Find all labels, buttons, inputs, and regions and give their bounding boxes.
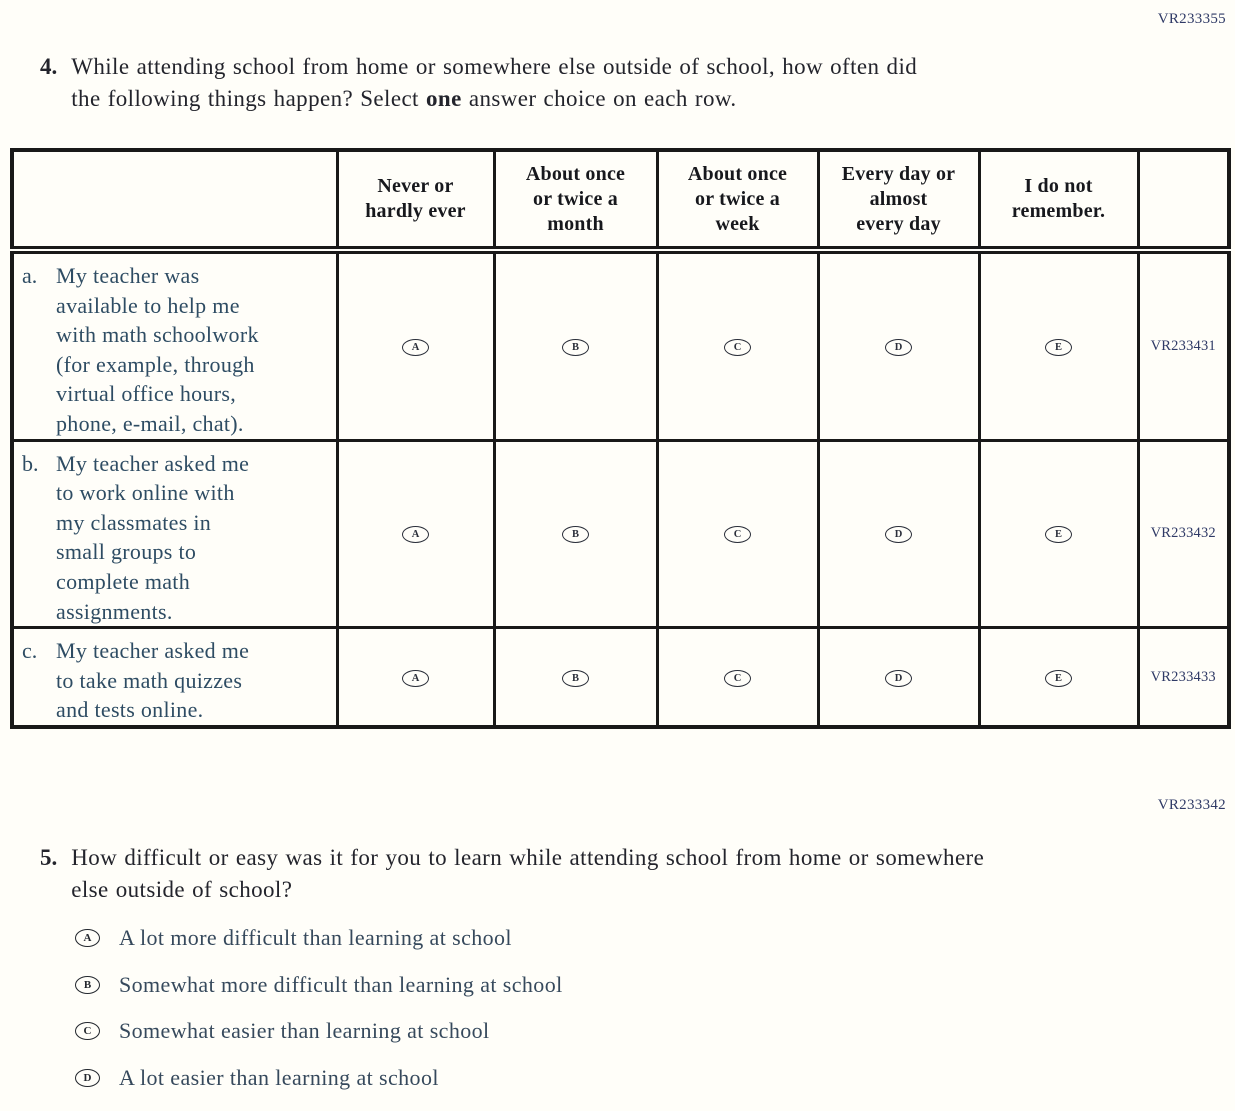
row-code-c: VR233433	[1138, 628, 1229, 727]
row-c-bubble-d[interactable]: D	[885, 670, 912, 687]
question-4-text	[71, 51, 917, 114]
answer-cell-a4	[818, 250, 979, 440]
q5-bubble-b[interactable]: B	[75, 976, 100, 994]
q5-option-a	[75, 923, 563, 953]
row-b-bubble-b[interactable]: B	[562, 526, 589, 543]
header-every-day: Every day or almost every day	[818, 150, 979, 250]
statement-text-a: My teacher was available to help me with math schoolwork (for example, through virtual office hours, phone, e-mail, chat).	[56, 263, 259, 436]
q5-option-a-label: A lot more difficult than learning at school	[119, 925, 512, 950]
row-a-bubble-e[interactable]: E	[1045, 339, 1072, 356]
answer-cell-b2	[494, 440, 657, 628]
answer-cell-a2	[494, 250, 657, 440]
q5-bubble-d[interactable]: D	[75, 1069, 100, 1087]
row-letter-c: c.	[22, 638, 38, 664]
q5-option-b	[75, 970, 563, 1000]
row-c-bubble-c[interactable]: C	[724, 670, 751, 687]
question-4-line-2	[71, 83, 917, 115]
table-row-c	[12, 628, 1229, 727]
row-letter-a: a.	[22, 263, 38, 288]
question-5-text	[71, 842, 984, 905]
answer-cell-c4	[818, 628, 979, 727]
question-4-line2-pre: the following things happen? Select	[71, 85, 426, 111]
question-4-line2-post: answer choice on each row.	[461, 85, 737, 111]
q5-bubble-c[interactable]: C	[75, 1022, 100, 1040]
header-once-twice-month: About once or twice a month	[494, 150, 657, 250]
statement-text-b: My teacher asked me to work online with my classmates in small groups to complete math assignments.	[56, 450, 250, 624]
question-4-line-1: While attending school from home or somewhere else outside of school, how often did	[71, 54, 918, 79]
row-c-bubble-a[interactable]: A	[402, 670, 429, 687]
question-5-number: 5.	[40, 845, 58, 870]
q5-option-d-label: A lot easier than learning at school	[119, 1064, 439, 1090]
answer-cell-c5	[979, 628, 1138, 727]
header-statement-blank	[12, 150, 337, 250]
row-a-bubble-d[interactable]: D	[885, 339, 912, 356]
question-5-line-1: How difficult or easy was it for you to learn while attending school from home or somewhere	[71, 845, 985, 870]
statement-cell-b	[12, 440, 337, 628]
table-header-row	[12, 150, 1229, 250]
answer-cell-c2	[494, 628, 657, 727]
form-code-top-right: VR233355	[1157, 11, 1226, 27]
answer-cell-b3	[657, 440, 818, 628]
row-code-a: VR233431	[1138, 250, 1229, 440]
row-c-bubble-e[interactable]: E	[1045, 670, 1072, 687]
row-b-bubble-e[interactable]: E	[1045, 526, 1072, 543]
row-a-bubble-c[interactable]: C	[724, 339, 751, 356]
row-letter-b: b.	[22, 450, 39, 476]
header-do-not-remember: I do not remember.	[979, 150, 1138, 250]
answer-cell-a3	[657, 250, 818, 440]
question-4-response-table	[10, 148, 1231, 729]
row-a-bubble-a[interactable]: A	[402, 339, 429, 356]
q5-option-d	[75, 1063, 563, 1093]
question-5	[40, 842, 984, 905]
statement-cell-c	[12, 628, 337, 727]
row-b-bubble-a[interactable]: A	[402, 526, 429, 543]
answer-cell-b4	[818, 440, 979, 628]
answer-cell-c3	[657, 628, 818, 727]
header-once-twice-week: About once or twice a week	[657, 150, 818, 250]
question-5-options	[75, 923, 563, 1093]
header-code-blank	[1138, 150, 1229, 250]
answer-cell-b5	[979, 440, 1138, 628]
row-code-b: VR233432	[1138, 440, 1229, 628]
header-never-or-hardly-ever: Never or hardly ever	[337, 150, 494, 250]
row-a-bubble-b[interactable]: B	[562, 339, 589, 356]
q5-option-b-label: Somewhat more difficult than learning at school	[119, 971, 563, 997]
answer-cell-c1	[337, 628, 494, 727]
question-4-number: 4.	[40, 54, 58, 79]
row-b-bubble-d[interactable]: D	[885, 526, 912, 543]
answer-cell-b1	[337, 440, 494, 628]
row-b-bubble-c[interactable]: C	[724, 526, 751, 543]
statement-cell-a	[12, 250, 337, 440]
question-4	[40, 51, 917, 114]
question-4-line2-bold: one	[426, 85, 462, 111]
form-code-middle-right: VR233342	[1157, 797, 1226, 813]
answer-cell-a1	[337, 250, 494, 440]
q5-option-c-label: Somewhat easier than learning at school	[119, 1018, 490, 1043]
answer-cell-a5	[979, 250, 1138, 440]
table-row-a	[12, 250, 1229, 440]
table-row-b	[12, 440, 1229, 628]
statement-text-c: My teacher asked me to take math quizzes and tests online.	[56, 638, 250, 723]
question-5-line-2: else outside of school?	[71, 876, 293, 902]
row-c-bubble-b[interactable]: B	[562, 670, 589, 687]
q5-bubble-a[interactable]: A	[75, 929, 100, 947]
q5-option-c	[75, 1016, 563, 1046]
